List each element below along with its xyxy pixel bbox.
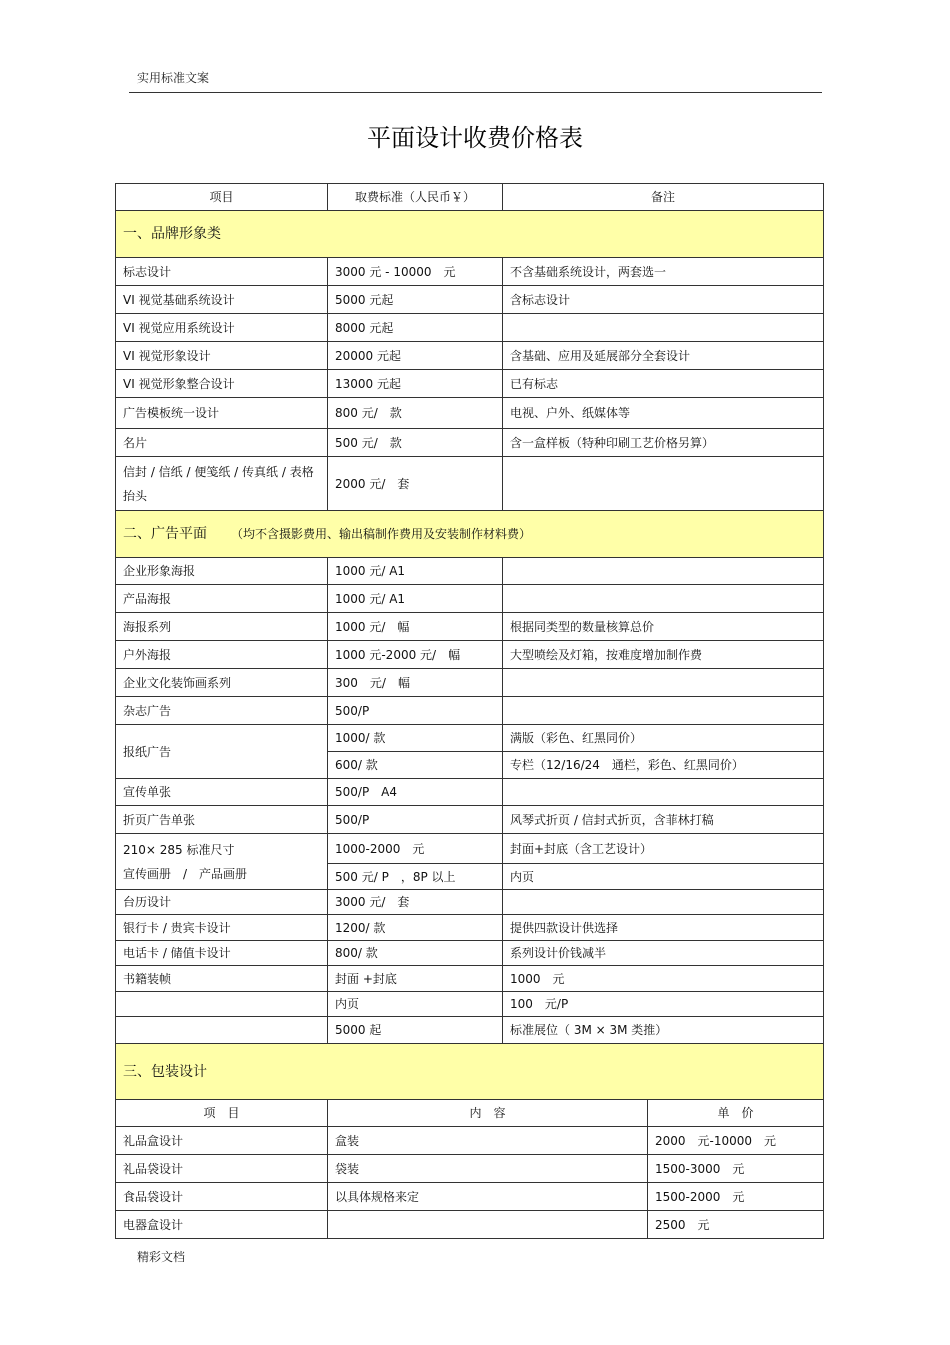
item-cell: 电话卡 / 储值卡设计: [116, 941, 328, 966]
table-row: [116, 1211, 824, 1239]
fee-cell: 5000 起: [328, 1017, 503, 1044]
col-header-item: 项目: [116, 184, 328, 211]
table-row: [116, 641, 824, 669]
item-line: 宣传画册 / 产品画册: [123, 866, 248, 881]
remark-cell: 不含基础系统设计，两套选一: [503, 258, 824, 286]
table-row: [116, 1183, 824, 1211]
fee-cell: 13000 元起: [328, 370, 503, 398]
remark-cell: [503, 779, 824, 806]
remark-cell: 内页: [503, 864, 824, 890]
remark-cell: 大型喷绘及灯箱，按难度增加制作费: [503, 641, 824, 669]
item-cell: 报纸广告: [116, 725, 328, 779]
col-header-content: 内 容: [328, 1100, 648, 1127]
header-divider: [129, 92, 822, 93]
page-header-text: 实用标准文案: [137, 71, 210, 85]
fee-cell: 500/P: [328, 806, 503, 834]
item-cell: 礼品盒设计: [116, 1127, 328, 1155]
content-cell: 袋装: [328, 1155, 648, 1183]
fee-cell: 1000 元/ A1: [328, 585, 503, 613]
remark-cell: 含一盒样板（特种印刷工艺价格另算）: [503, 429, 824, 457]
item-cell: [116, 992, 328, 1017]
table-row: [116, 558, 824, 585]
remark-cell: 含标志设计: [503, 286, 824, 314]
item-cell: 广告模板统一设计: [116, 398, 328, 429]
section-title: 二、广告平面: [123, 526, 207, 542]
remark-cell: 专栏（12/16/24 通栏，彩色、红黑同价）: [503, 752, 824, 779]
price-cell: 2000 元-10000 元: [648, 1127, 824, 1155]
price-table: [115, 183, 824, 1239]
item-cell: VI 视觉形象整合设计: [116, 370, 328, 398]
item-cell: [116, 1017, 328, 1044]
fee-cell: 8000 元起: [328, 314, 503, 342]
table-row: [116, 258, 824, 286]
table-row: [116, 457, 824, 511]
item-cell: 产品海报: [116, 585, 328, 613]
table-row: [116, 370, 824, 398]
item-cell: 海报系列: [116, 613, 328, 641]
price-cell: 1500-3000 元: [648, 1155, 824, 1183]
table-row: [116, 613, 824, 641]
price-cell: 1500-2000 元: [648, 1183, 824, 1211]
price-cell: 2500 元: [648, 1211, 824, 1239]
remark-cell: [503, 558, 824, 585]
item-cell: 企业文化装饰画系列: [116, 669, 328, 697]
fee-cell: 封面 +封底: [328, 966, 503, 992]
table-row: [116, 779, 824, 806]
table-row: [116, 314, 824, 342]
remark-cell: 满版（彩色、红黑同价）: [503, 725, 824, 752]
fee-cell: 1000 元-2000 元/ 幅: [328, 641, 503, 669]
section-title-cell: [116, 511, 824, 558]
fee-cell: 3000 元 - 10000 元: [328, 258, 503, 286]
table-row: [116, 890, 824, 915]
col-header-remark: 备注: [503, 184, 824, 211]
content-cell: 盒装: [328, 1127, 648, 1155]
item-cell: [116, 834, 328, 890]
col-header-price: 单 价: [648, 1100, 824, 1127]
section-title: 一、品牌形象类: [116, 211, 824, 258]
item-cell: 宣传单张: [116, 779, 328, 806]
item-line: 210× 285 标准尺寸: [123, 842, 235, 857]
item-cell: 书籍装帧: [116, 966, 328, 992]
table-row: [116, 585, 824, 613]
remark-cell: 标准展位（ 3M × 3M 类推）: [503, 1017, 824, 1044]
section-header-packaging: [116, 1044, 824, 1100]
fee-cell: 1000 元/ A1: [328, 558, 503, 585]
table-header-row: [116, 184, 824, 211]
item-cell: VI 视觉基础系统设计: [116, 286, 328, 314]
table-row: [116, 429, 824, 457]
page-footer-text: 精彩文档: [137, 1250, 186, 1264]
page-title: 平面设计收费价格表: [367, 124, 583, 152]
table-row: [116, 915, 824, 941]
table-row: [116, 697, 824, 725]
table-row: [116, 725, 824, 752]
section-title: 三、包装设计: [116, 1044, 824, 1100]
table-row: [116, 669, 824, 697]
fee-cell: 500 元/ P ，8P 以上: [328, 864, 503, 890]
item-cell: 银行卡 / 贵宾卡设计: [116, 915, 328, 941]
fee-cell: 300 元/ 幅: [328, 669, 503, 697]
table-row: [116, 398, 824, 429]
col-header-fee: 取费标准（人民币￥）: [328, 184, 503, 211]
remark-cell: 含基础、应用及延展部分全套设计: [503, 342, 824, 370]
remark-cell: 已有标志: [503, 370, 824, 398]
packaging-header-row: [116, 1100, 824, 1127]
remark-cell: [503, 890, 824, 915]
remark-cell: 100 元/P: [503, 992, 824, 1017]
table-row: [116, 1155, 824, 1183]
fee-cell: 内页: [328, 992, 503, 1017]
remark-cell: [503, 314, 824, 342]
item-cell: 杂志广告: [116, 697, 328, 725]
item-cell: 名片: [116, 429, 328, 457]
table-row: [116, 941, 824, 966]
fee-cell: 5000 元起: [328, 286, 503, 314]
item-cell: 食品袋设计: [116, 1183, 328, 1211]
table-row: [116, 966, 824, 992]
fee-cell: 1200/ 款: [328, 915, 503, 941]
fee-cell: 800/ 款: [328, 941, 503, 966]
table-row: [116, 806, 824, 834]
remark-cell: [503, 669, 824, 697]
fee-cell: 3000 元/ 套: [328, 890, 503, 915]
remark-cell: 系列设计价钱减半: [503, 941, 824, 966]
fee-cell: 500/P A4: [328, 779, 503, 806]
item-cell: 户外海报: [116, 641, 328, 669]
fee-cell: 500/P: [328, 697, 503, 725]
table-row: [116, 834, 824, 864]
table-row: [116, 342, 824, 370]
item-cell: 电器盒设计: [116, 1211, 328, 1239]
remark-cell: [503, 457, 824, 511]
table-row: [116, 286, 824, 314]
fee-cell: 1000 元/ 幅: [328, 613, 503, 641]
fee-cell: 800 元/ 款: [328, 398, 503, 429]
section-header-ads: [116, 511, 824, 558]
remark-cell: 1000 元: [503, 966, 824, 992]
fee-cell: 1000/ 款: [328, 725, 503, 752]
fee-cell: 2000 元/ 套: [328, 457, 503, 511]
fee-cell: 20000 元起: [328, 342, 503, 370]
section-note: （均不含摄影费用、输出稿制作费用及安装制作材料费）: [231, 527, 532, 541]
fee-cell: 1000-2000 元: [328, 834, 503, 864]
item-cell: 台历设计: [116, 890, 328, 915]
item-cell: 标志设计: [116, 258, 328, 286]
item-cell: VI 视觉应用系统设计: [116, 314, 328, 342]
table-row: [116, 1127, 824, 1155]
remark-cell: 根据同类型的数量核算总价: [503, 613, 824, 641]
remark-cell: [503, 697, 824, 725]
content-cell: [328, 1211, 648, 1239]
table-row: [116, 1017, 824, 1044]
item-cell: VI 视觉形象设计: [116, 342, 328, 370]
table-row: [116, 992, 824, 1017]
fee-cell: 600/ 款: [328, 752, 503, 779]
col-header-item: 项 目: [116, 1100, 328, 1127]
item-cell: 信封 / 信纸 / 便笺纸 / 传真纸 / 表格抬头: [116, 457, 328, 511]
content-cell: 以具体规格来定: [328, 1183, 648, 1211]
remark-cell: [503, 585, 824, 613]
item-cell: 企业形象海报: [116, 558, 328, 585]
remark-cell: 提供四款设计供选择: [503, 915, 824, 941]
item-cell: 折页广告单张: [116, 806, 328, 834]
remark-cell: 风琴式折页 / 信封式折页，含菲林打稿: [503, 806, 824, 834]
remark-cell: 电视、户外、纸媒体等: [503, 398, 824, 429]
section-header-brand: [116, 211, 824, 258]
item-cell: 礼品袋设计: [116, 1155, 328, 1183]
remark-cell: 封面+封底（含工艺设计）: [503, 834, 824, 864]
fee-cell: 500 元/ 款: [328, 429, 503, 457]
